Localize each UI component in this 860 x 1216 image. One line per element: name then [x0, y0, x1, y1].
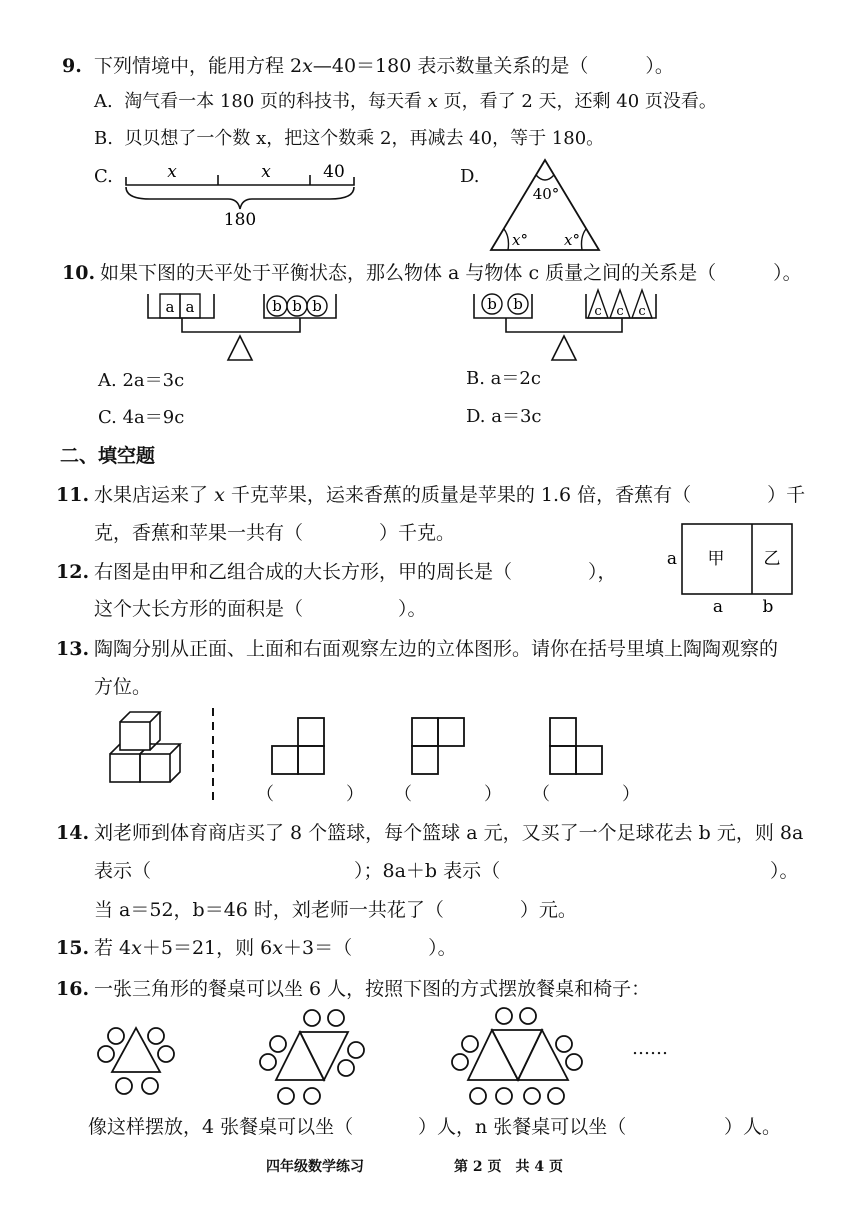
- q11-line2: 克，香蕉和苹果一共有（ ）千克。: [94, 522, 456, 544]
- q9-option-d-label: D.: [460, 166, 480, 187]
- q9-option-a-text2: 页，看了 2 天，还剩 40 页没看。: [443, 91, 717, 112]
- q10-option-d: D. a＝3c: [466, 406, 542, 427]
- q15-text-b: ＋5＝21，则 6: [141, 937, 273, 959]
- q11-line1-a: 水果店运来了: [94, 484, 209, 506]
- ball-b-5: b: [513, 295, 523, 313]
- q15-text-c: ＋3＝（ ）。: [282, 937, 457, 959]
- angle-x-left: x°: [512, 231, 528, 249]
- table-arrangement-2: [260, 1010, 370, 1110]
- bottom-a: a: [712, 597, 724, 617]
- label-jia: 甲: [707, 549, 725, 569]
- ball-b-3: b: [312, 297, 322, 315]
- label-yi: 乙: [763, 549, 781, 569]
- q9-option-d-triangle: [486, 155, 606, 255]
- q14-line3: 当 a＝52，b＝46 时，刘老师一共花了（ ）元。: [94, 899, 577, 921]
- q11-line1-var: x: [214, 484, 225, 506]
- q13-line1: 陶陶分别从正面、上面和右面观察左边的立体图形。请你在括号里填上陶陶观察的: [94, 638, 779, 660]
- q9-stem-rest: —40＝180 表示数量关系的是（ ）。: [312, 55, 674, 77]
- q15-number: 15.: [56, 937, 90, 959]
- q10-option-a: A. 2a＝3c: [98, 370, 185, 391]
- q11-line1-b: 千克苹果，运来香蕉的质量是苹果的 1.6 倍，香蕉有（ ）千: [230, 484, 806, 506]
- q13-blank-3[interactable]: （ ）: [532, 784, 640, 805]
- q16-line2-a: 像这样摆放，4 张餐桌可以坐（: [88, 1116, 354, 1138]
- q10-stem: 如果下图的天平处于平衡状态，那么物体 a 与物体 c 质量之间的关系是（ ）。: [100, 262, 802, 284]
- cone-c-3: c: [638, 304, 646, 319]
- side-a: a: [666, 549, 678, 569]
- q10-option-b: B. a＝2c: [466, 368, 541, 389]
- q16-line1: 一张三角形的餐桌可以坐 6 人，按照下图的方式摆放餐桌和椅子：: [94, 978, 651, 1000]
- q9-option-c-diagram: [120, 155, 360, 235]
- bottom-b: b: [762, 597, 774, 617]
- q15-text: [94, 939, 457, 958]
- q13-dashed-divider: [208, 706, 218, 806]
- q11-number: 11.: [56, 484, 90, 506]
- q13-blank-1[interactable]: （ ）: [256, 784, 364, 805]
- total-180: 180: [223, 210, 257, 230]
- q16-line2-c: ）人。: [724, 1116, 782, 1138]
- ball-b-1: b: [272, 297, 282, 315]
- angle-x-right: x°: [564, 231, 580, 249]
- q10-number: 10.: [62, 262, 96, 284]
- q13-cube-solid: [104, 712, 194, 787]
- q12-line1: 右图是由甲和乙组合成的大长方形，甲的周长是（ ），: [94, 561, 617, 583]
- q12-rectangle-figure: [660, 520, 800, 620]
- q14-line2-c: ）。: [770, 860, 799, 882]
- q9-option-a-label: A.: [94, 91, 113, 112]
- q14-number: 14.: [56, 822, 90, 844]
- q13-number: 13.: [56, 638, 90, 660]
- table-arrangement-1: [96, 1010, 176, 1100]
- pattern-ellipsis: ……: [632, 1038, 668, 1059]
- q13-view-3: [548, 716, 608, 776]
- seg-x2: x: [261, 162, 271, 182]
- block-a-2: a: [185, 298, 195, 316]
- ball-b-2: b: [292, 297, 302, 315]
- q15-var1: x: [131, 937, 142, 959]
- q9-option-a-var: x: [427, 91, 438, 112]
- q9-option-b-label: B.: [94, 128, 113, 149]
- q13-blank-2[interactable]: （ ）: [394, 784, 502, 805]
- q12-line2: 这个大长方形的面积是（ ）。: [94, 598, 427, 620]
- q15-var2: x: [272, 937, 283, 959]
- footer-subject: 四年级数学练习: [266, 1159, 364, 1175]
- q10-option-c: C. 4a＝9c: [98, 407, 185, 428]
- q9-number: 9.: [62, 55, 82, 77]
- seg-x1: x: [167, 162, 177, 182]
- balance-scale-1: [146, 288, 346, 368]
- cone-c-2: c: [616, 304, 624, 319]
- q14-line1: 刘老师到体育商店买了 8 个篮球，每个篮球 a 元，又买了一个足球花去 b 元，则 8a: [94, 822, 804, 844]
- ball-b-4: b: [487, 295, 497, 313]
- balance-scale-2: [470, 288, 670, 368]
- q9-option-c-label: C.: [94, 166, 113, 187]
- q14-line2-a: 表示（: [94, 860, 152, 882]
- q9-option-a: [94, 93, 717, 111]
- seg-40: 40: [323, 162, 345, 182]
- q16-line2-b: ）人，n 张餐桌可以坐（: [418, 1116, 627, 1138]
- bracket-top: [126, 177, 354, 185]
- q11-line1: [94, 486, 805, 505]
- table-arrangement-3: [448, 1008, 598, 1112]
- section-title: 二、填空题: [60, 445, 156, 467]
- q9-stem: [94, 57, 674, 76]
- q9-stem-text: 下列情境中，能用方程 2: [94, 55, 303, 77]
- angle-40: 40°: [532, 185, 560, 203]
- q12-number: 12.: [56, 561, 90, 583]
- q16-number: 16.: [56, 978, 90, 1000]
- q13-view-1: [270, 716, 330, 776]
- q14-line2-b: ）；8a＋b 表示（: [354, 860, 501, 882]
- q13-line2: 方位。: [94, 676, 152, 698]
- q13-view-2: [410, 716, 470, 776]
- q9-stem-var: x: [302, 55, 313, 77]
- q9-option-b-text: 贝贝想了一个数 x，把这个数乘 2，再减去 40，等于 180。: [124, 128, 605, 149]
- q9-option-a-text1: 淘气看一本 180 页的科技书，每天看: [124, 91, 422, 112]
- q9-option-b: [94, 130, 604, 148]
- q15-text-a: 若 4: [94, 937, 132, 959]
- block-a-1: a: [165, 298, 175, 316]
- cone-c-1: c: [594, 304, 602, 319]
- footer-page: 第 2 页 共 4 页: [454, 1159, 563, 1175]
- brace-bottom: [126, 187, 354, 209]
